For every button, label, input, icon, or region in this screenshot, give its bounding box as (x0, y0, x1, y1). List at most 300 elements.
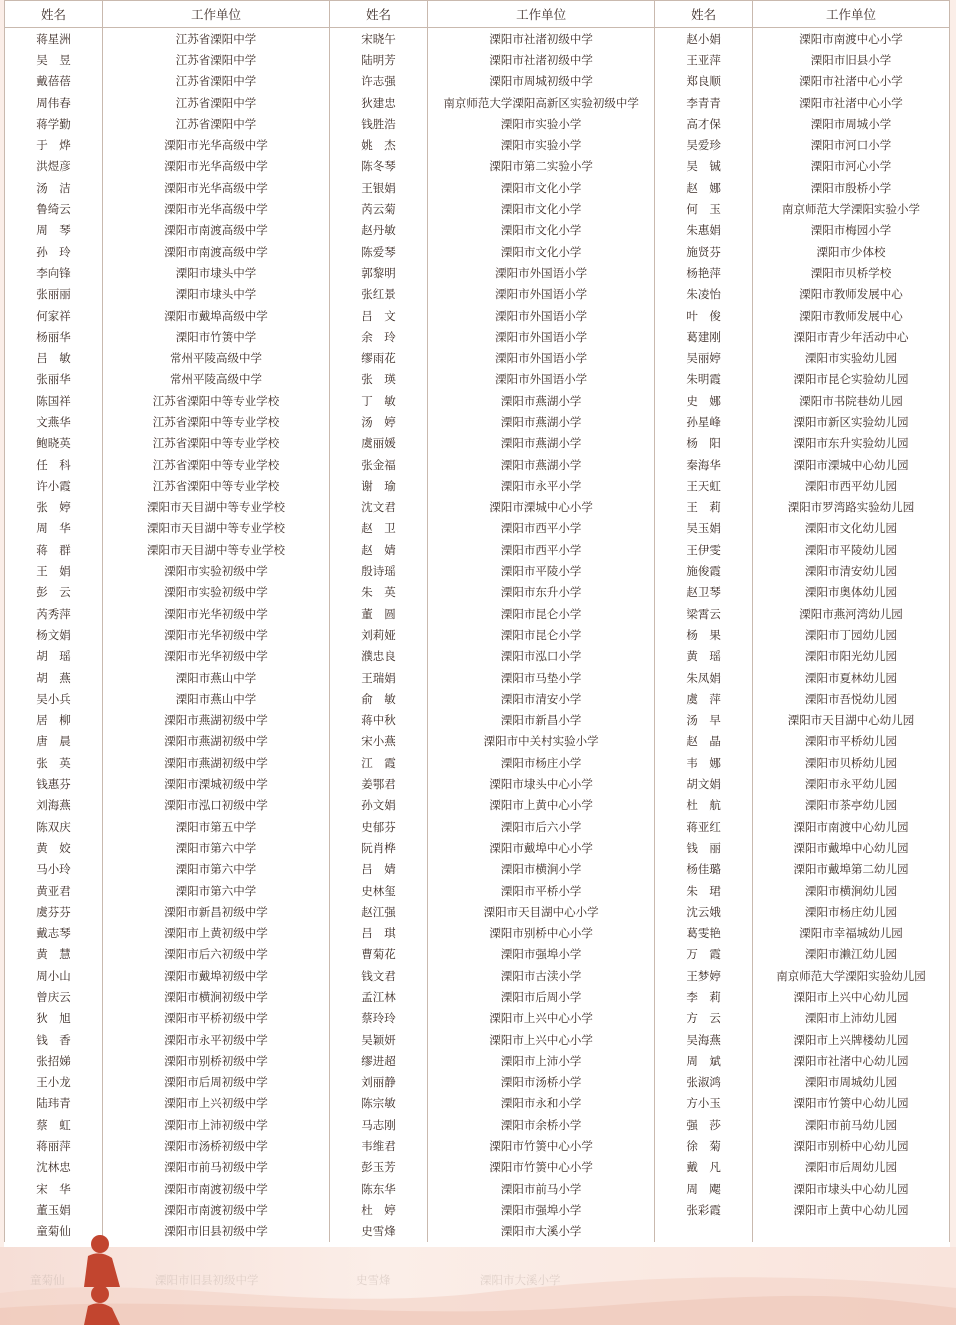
person-name-cell: 张 英 (5, 752, 103, 773)
roster-body (5, 28, 950, 1242)
person-name-cell: 李 莉 (655, 986, 753, 1007)
person-name-cell: 张招娣 (5, 1050, 103, 1071)
table-row (5, 369, 950, 390)
person-name-cell: 钱惠芬 (5, 773, 103, 794)
work-unit-cell: 溧阳市上兴牌楼幼儿园 (753, 1029, 950, 1050)
person-name-cell: 周 华 (5, 518, 103, 539)
person-name-cell: 李青青 (655, 92, 753, 113)
work-unit-cell: 溧阳市西平幼儿园 (753, 475, 950, 496)
person-name-cell: 鲁绮云 (5, 198, 103, 219)
person-name-cell: 史雪烽 (330, 1221, 428, 1242)
person-name-cell: 彭 云 (5, 582, 103, 603)
work-unit-cell: 溧阳市溧城中心小学 (428, 497, 655, 518)
person-name-cell: 吴颖妍 (330, 1029, 428, 1050)
table-row (5, 433, 950, 454)
person-name-cell: 杨佳璐 (655, 859, 753, 880)
person-name-cell: 马志刚 (330, 1114, 428, 1135)
person-name-cell: 韦维君 (330, 1135, 428, 1156)
work-unit-cell: 溧阳市新昌初级中学 (102, 901, 329, 922)
header-row (5, 1, 950, 28)
person-name-cell: 张红景 (330, 284, 428, 305)
table-row (5, 92, 950, 113)
person-name-cell: 史 娜 (655, 390, 753, 411)
person-name-cell: 万 霞 (655, 944, 753, 965)
table-row (5, 262, 950, 283)
person-name-cell: 方 云 (655, 1008, 753, 1029)
table-row (5, 156, 950, 177)
work-unit-cell: 溧阳市外国语小学 (428, 347, 655, 368)
person-name-cell: 周 琴 (5, 220, 103, 241)
person-name-cell: 韦 娜 (655, 752, 753, 773)
table-row (5, 560, 950, 581)
person-name-cell: 戴 凡 (655, 1157, 753, 1178)
work-unit-cell: 溧阳市东升实验幼儿园 (753, 433, 950, 454)
work-unit-cell: 溧阳市马垫小学 (428, 667, 655, 688)
work-unit-cell: 溧阳市戴埠中心幼儿园 (753, 837, 950, 858)
work-unit-cell: 溧阳市前马幼儿园 (753, 1114, 950, 1135)
person-name-cell: 朱凌怡 (655, 284, 753, 305)
work-unit-cell: 溧阳市古渎小学 (428, 965, 655, 986)
person-name-cell: 宋小燕 (330, 731, 428, 752)
person-name-cell: 孙星峰 (655, 411, 753, 432)
person-name-cell: 吴玉娟 (655, 518, 753, 539)
work-unit-cell: 溧阳市第六中学 (102, 837, 329, 858)
table-row (5, 582, 950, 603)
work-unit-cell: 溧阳市东升小学 (428, 582, 655, 603)
person-name-cell: 胡 燕 (5, 667, 103, 688)
person-silhouette-icon (80, 1232, 128, 1287)
person-name-cell: 王瑞娟 (330, 667, 428, 688)
person-name-cell: 汤 婷 (330, 411, 428, 432)
work-unit-cell: 溧阳市别桥中心幼儿园 (753, 1135, 950, 1156)
person-name-cell: 任 科 (5, 454, 103, 475)
person-name-cell: 吴海燕 (655, 1029, 753, 1050)
work-unit-cell: 溧阳市上沛幼儿园 (753, 1008, 950, 1029)
work-unit-cell: 溧阳市竹箦中心幼儿园 (753, 1093, 950, 1114)
work-unit-cell: 江苏省溧阳中等专业学校 (102, 411, 329, 432)
work-unit-cell: 溧阳市南渡高级中学 (102, 241, 329, 262)
table-row (5, 284, 950, 305)
person-name-cell: 濮忠良 (330, 646, 428, 667)
person-name-cell: 何 玉 (655, 198, 753, 219)
work-unit-cell: 溧阳市社渚中心幼儿园 (753, 1050, 950, 1071)
work-unit-cell: 溧阳市戴埠初级中学 (102, 965, 329, 986)
header-name-1: 姓名 (5, 1, 103, 28)
work-unit-cell: 溧阳市周城幼儿园 (753, 1072, 950, 1093)
work-unit-cell: 溧阳市外国语小学 (428, 284, 655, 305)
work-unit-cell: 溧阳市燕河湾幼儿园 (753, 603, 950, 624)
work-unit-cell: 溧阳市少体校 (753, 241, 950, 262)
work-unit-cell: 溧阳市别桥初级中学 (102, 1050, 329, 1071)
work-unit-cell: 溧阳市书院巷幼儿园 (753, 390, 950, 411)
person-name-cell: 宋晓午 (330, 28, 428, 50)
person-name-cell: 赵 卫 (330, 518, 428, 539)
table-row (5, 177, 950, 198)
person-name-cell: 蒋学勤 (5, 113, 103, 134)
work-unit-cell: 溧阳市社渚中心小学 (753, 71, 950, 92)
work-unit-cell: 溧阳市青少年活动中心 (753, 326, 950, 347)
table-row (5, 390, 950, 411)
work-unit-cell: 溧阳市社渚中心小学 (753, 92, 950, 113)
work-unit-cell: 溧阳市上兴中心小学 (428, 1008, 655, 1029)
person-name-cell: 洪煜彦 (5, 156, 103, 177)
person-name-cell: 缪雨花 (330, 347, 428, 368)
work-unit-cell: 溧阳市永平幼儿园 (753, 773, 950, 794)
ghost-unit-2: 溧阳市大溪小学 (480, 1273, 561, 1287)
ghost-name-1: 童菊仙 (30, 1273, 65, 1287)
person-name-cell: 于 烨 (5, 134, 103, 155)
work-unit-cell: 溧阳市上沛小学 (428, 1050, 655, 1071)
work-unit-cell: 溧阳市南渡初级中学 (102, 1199, 329, 1220)
work-unit-cell: 江苏省溧阳中学 (102, 92, 329, 113)
work-unit-cell: 江苏省溧阳中学 (102, 71, 329, 92)
person-name-cell: 蒋 群 (5, 539, 103, 560)
person-name-cell: 吴爱珍 (655, 134, 753, 155)
table-row (5, 1135, 950, 1156)
table-row (5, 475, 950, 496)
person-name-cell: 虞丽媛 (330, 433, 428, 454)
table-row (5, 497, 950, 518)
person-name-cell: 许小霞 (5, 475, 103, 496)
person-name-cell: 杨艳萍 (655, 262, 753, 283)
person-name-cell: 李向锋 (5, 262, 103, 283)
work-unit-cell: 溧阳市燕湖小学 (428, 411, 655, 432)
person-name-cell: 蒋星洲 (5, 28, 103, 50)
work-unit-cell: 溧阳市文化小学 (428, 241, 655, 262)
person-name-cell: 杨 果 (655, 624, 753, 645)
person-name-cell: 张淑鸿 (655, 1072, 753, 1093)
table-row (5, 241, 950, 262)
work-unit-cell: 溧阳市永平小学 (428, 475, 655, 496)
work-unit-cell: 溧阳市天目湖中心小学 (428, 901, 655, 922)
work-unit-cell: 溧阳市外国语小学 (428, 369, 655, 390)
work-unit-cell: 溧阳市上沛初级中学 (102, 1114, 329, 1135)
person-name-cell: 葛雯艳 (655, 922, 753, 943)
person-name-cell: 黄 慧 (5, 944, 103, 965)
table-row (5, 305, 950, 326)
work-unit-cell: 溧阳市燕湖小学 (428, 454, 655, 475)
person-name-cell: 史郁芬 (330, 816, 428, 837)
work-unit-cell: 溧阳市余桥小学 (428, 1114, 655, 1135)
work-unit-cell: 溧阳市中关村实验小学 (428, 731, 655, 752)
person-name-cell: 汤 洁 (5, 177, 103, 198)
work-unit-cell: 溧阳市实验小学 (428, 113, 655, 134)
table-row (5, 28, 950, 50)
person-name-cell: 鲍晓英 (5, 433, 103, 454)
header-name-3: 姓名 (655, 1, 753, 28)
person-name-cell: 郑良顺 (655, 71, 753, 92)
table-row (5, 986, 950, 1007)
work-unit-cell: 溧阳市戴埠中心小学 (428, 837, 655, 858)
work-unit-cell: 溧阳市光华初级中学 (102, 646, 329, 667)
person-name-cell: 黄 姣 (5, 837, 103, 858)
work-unit-cell: 溧阳市平桥小学 (428, 880, 655, 901)
table-row (5, 603, 950, 624)
person-name-cell: 葛建刚 (655, 326, 753, 347)
person-name-cell: 周 飔 (655, 1178, 753, 1199)
person-name-cell: 强 莎 (655, 1114, 753, 1135)
table-row (5, 49, 950, 70)
person-name-cell: 赵 晶 (655, 731, 753, 752)
person-name-cell: 马小玲 (5, 859, 103, 880)
work-unit-cell: 溧阳市实验初级中学 (102, 582, 329, 603)
work-unit-cell: 溧阳市吾悦幼儿园 (753, 688, 950, 709)
work-unit-cell: 溧阳市昆仑小学 (428, 624, 655, 645)
header-unit-1: 工作单位 (102, 1, 329, 28)
person-name-cell: 蒋亚红 (655, 816, 753, 837)
work-unit-cell: 溧阳市光华高级中学 (102, 177, 329, 198)
person-name-cell: 蒋中秋 (330, 710, 428, 731)
table-row (5, 539, 950, 560)
person-name-cell: 殷诗瑶 (330, 560, 428, 581)
table-row (5, 667, 950, 688)
work-unit-cell: 溧阳市埭头中心小学 (428, 773, 655, 794)
person-name-cell: 黄 瑶 (655, 646, 753, 667)
work-unit-cell: 溧阳市泓口初级中学 (102, 795, 329, 816)
ghost-unit-1: 溧阳市旧县初级中学 (155, 1273, 259, 1287)
person-name-cell: 张金福 (330, 454, 428, 475)
person-name-cell: 赵小娟 (655, 28, 753, 50)
person-name-cell: 施俊霞 (655, 560, 753, 581)
work-unit-cell: 溧阳市燕湖初级中学 (102, 752, 329, 773)
person-name-cell: 孟江林 (330, 986, 428, 1007)
person-name-cell: 胡文娟 (655, 773, 753, 794)
work-unit-cell: 溧阳市燕湖初级中学 (102, 731, 329, 752)
work-unit-cell: 江苏省溧阳中等专业学校 (102, 433, 329, 454)
table-row (5, 837, 950, 858)
work-unit-cell: 溧阳市实验幼儿园 (753, 347, 950, 368)
person-name-cell: 陈东华 (330, 1178, 428, 1199)
work-unit-cell: 溧阳市昆仑实验幼儿园 (753, 369, 950, 390)
person-name-cell: 陈宗敏 (330, 1093, 428, 1114)
work-unit-cell: 溧阳市濑江幼儿园 (753, 944, 950, 965)
person-name-cell: 俞 敏 (330, 688, 428, 709)
table-row (5, 1008, 950, 1029)
table-row (5, 624, 950, 645)
person-silhouette-reflection-icon (80, 1282, 128, 1325)
work-unit-cell: 溧阳市上兴中心幼儿园 (753, 986, 950, 1007)
person-name-cell: 史林玺 (330, 880, 428, 901)
person-name-cell: 沈文君 (330, 497, 428, 518)
person-name-cell: 叶 俊 (655, 305, 753, 326)
person-name-cell: 秦海华 (655, 454, 753, 475)
ghost-name-2: 史雪烽 (356, 1273, 391, 1287)
person-name-cell: 蔡玲玲 (330, 1008, 428, 1029)
work-unit-cell: 溧阳市后周初级中学 (102, 1072, 329, 1093)
table-row (5, 880, 950, 901)
person-name-cell: 张彩霞 (655, 1199, 753, 1220)
table-row (5, 1157, 950, 1178)
work-unit-cell: 江苏省溧阳中学 (102, 113, 329, 134)
person-name-cell: 徐 菊 (655, 1135, 753, 1156)
work-unit-cell: 南京师范大学溧阳实验幼儿园 (753, 965, 950, 986)
person-name-cell: 童菊仙 (5, 1221, 103, 1242)
person-name-cell: 董玉娟 (5, 1199, 103, 1220)
work-unit-cell: 溧阳市天目湖中等专业学校 (102, 518, 329, 539)
table-row (5, 773, 950, 794)
work-unit-cell: 溧阳市永平初级中学 (102, 1029, 329, 1050)
person-name-cell: 王 莉 (655, 497, 753, 518)
person-name-cell: 蔡 虹 (5, 1114, 103, 1135)
work-unit-cell: 溧阳市后六小学 (428, 816, 655, 837)
work-unit-cell: 溧阳市实验小学 (428, 134, 655, 155)
work-unit-cell: 溧阳市大溪小学 (428, 1221, 655, 1242)
person-name-cell: 陈爱琴 (330, 241, 428, 262)
person-name-cell: 方小玉 (655, 1093, 753, 1114)
person-name-cell: 吕 敏 (5, 347, 103, 368)
person-name-cell: 胡 瑶 (5, 646, 103, 667)
work-unit-cell: 溧阳市幸福城幼儿园 (753, 922, 950, 943)
work-unit-cell: 溧阳市西平小学 (428, 518, 655, 539)
person-name-cell: 孙文娟 (330, 795, 428, 816)
person-name-cell: 陈国祥 (5, 390, 103, 411)
work-unit-cell: 溧阳市第六中学 (102, 880, 329, 901)
work-unit-cell: 溧阳市天目湖中等专业学校 (102, 539, 329, 560)
work-unit-cell: 溧阳市溧城中心幼儿园 (753, 454, 950, 475)
work-unit-cell: 溧阳市实验初级中学 (102, 560, 329, 581)
person-name-cell: 姚 杰 (330, 134, 428, 155)
person-name-cell: 张 瑛 (330, 369, 428, 390)
person-name-cell: 钱文君 (330, 965, 428, 986)
work-unit-cell: 溧阳市杨庄幼儿园 (753, 901, 950, 922)
work-unit-cell: 溧阳市清安小学 (428, 688, 655, 709)
work-unit-cell: 溧阳市汤桥初级中学 (102, 1135, 329, 1156)
person-name-cell: 彭玉芳 (330, 1157, 428, 1178)
person-name-cell: 朱明霞 (655, 369, 753, 390)
person-name-cell: 缪进超 (330, 1050, 428, 1071)
work-unit-cell: 溧阳市社渚初级中学 (428, 28, 655, 50)
work-unit-cell (753, 1221, 950, 1242)
table-row (5, 795, 950, 816)
table-row (5, 816, 950, 837)
work-unit-cell: 溧阳市上兴初级中学 (102, 1093, 329, 1114)
work-unit-cell: 溧阳市南渡中心小学 (753, 28, 950, 50)
person-name-cell: 芮秀萍 (5, 603, 103, 624)
person-name-cell: 张 婷 (5, 497, 103, 518)
person-name-cell: 唐 晨 (5, 731, 103, 752)
person-name-cell: 孙 玲 (5, 241, 103, 262)
work-unit-cell: 溧阳市平陵幼儿园 (753, 539, 950, 560)
work-unit-cell: 溧阳市戴埠第二幼儿园 (753, 859, 950, 880)
person-name-cell: 王梦婷 (655, 965, 753, 986)
person-name-cell: 丁 敏 (330, 390, 428, 411)
person-name-cell: 周伟春 (5, 92, 103, 113)
work-unit-cell: 溧阳市强埠小学 (428, 944, 655, 965)
work-unit-cell: 溧阳市前马小学 (428, 1178, 655, 1199)
table-row (5, 347, 950, 368)
table-row (5, 965, 950, 986)
work-unit-cell: 江苏省溧阳中等专业学校 (102, 475, 329, 496)
person-name-cell: 吴小兵 (5, 688, 103, 709)
roster-table (4, 0, 950, 1242)
work-unit-cell: 溧阳市横涧小学 (428, 859, 655, 880)
person-name-cell: 狄 旭 (5, 1008, 103, 1029)
work-unit-cell: 溧阳市社渚初级中学 (428, 49, 655, 70)
table-row (5, 646, 950, 667)
work-unit-cell: 溧阳市旧县小学 (753, 49, 950, 70)
person-name-cell: 虞 萍 (655, 688, 753, 709)
work-unit-cell: 溧阳市泓口小学 (428, 646, 655, 667)
person-name-cell: 王小龙 (5, 1072, 103, 1093)
roster-sheet (4, 0, 950, 1247)
work-unit-cell: 溧阳市南渡初级中学 (102, 1178, 329, 1199)
person-name-cell: 吴丽婷 (655, 347, 753, 368)
work-unit-cell: 溧阳市光华初级中学 (102, 603, 329, 624)
person-name-cell: 董 圆 (330, 603, 428, 624)
work-unit-cell: 常州平陵高级中学 (102, 369, 329, 390)
table-row (5, 1050, 950, 1071)
person-name-cell: 蒋丽萍 (5, 1135, 103, 1156)
table-row (5, 220, 950, 241)
person-name-cell: 王天虹 (655, 475, 753, 496)
work-unit-cell: 溧阳市阳光幼儿园 (753, 646, 950, 667)
person-name-cell: 曾庆云 (5, 986, 103, 1007)
work-unit-cell: 溧阳市罗湾路实验幼儿园 (753, 497, 950, 518)
work-unit-cell: 江苏省溧阳中学 (102, 49, 329, 70)
person-name-cell: 宋 华 (5, 1178, 103, 1199)
person-name-cell: 陆明芳 (330, 49, 428, 70)
work-unit-cell: 溧阳市天目湖中等专业学校 (102, 497, 329, 518)
work-unit-cell: 江苏省溧阳中等专业学校 (102, 454, 329, 475)
work-unit-cell: 南京师范大学溧阳高新区实验初级中学 (428, 92, 655, 113)
table-row (5, 518, 950, 539)
person-name-cell: 文燕华 (5, 411, 103, 432)
person-name-cell: 周小山 (5, 965, 103, 986)
work-unit-cell: 溧阳市外国语小学 (428, 326, 655, 347)
work-unit-cell: 溧阳市上黄中心小学 (428, 795, 655, 816)
person-name-cell: 施贤芬 (655, 241, 753, 262)
person-name-cell: 江 霞 (330, 752, 428, 773)
work-unit-cell: 溧阳市竹箦中学 (102, 326, 329, 347)
work-unit-cell: 溧阳市杨庄小学 (428, 752, 655, 773)
person-name-cell: 刘莉娅 (330, 624, 428, 645)
header-unit-2: 工作单位 (428, 1, 655, 28)
person-name-cell: 吴 昱 (5, 49, 103, 70)
person-name-cell: 姜鄂君 (330, 773, 428, 794)
work-unit-cell: 溧阳市埭头中学 (102, 262, 329, 283)
work-unit-cell: 溧阳市强埠小学 (428, 1199, 655, 1220)
person-name-cell: 汤 早 (655, 710, 753, 731)
work-unit-cell: 溧阳市南渡中心幼儿园 (753, 816, 950, 837)
work-unit-cell: 溧阳市平桥幼儿园 (753, 731, 950, 752)
person-name-cell: 钱 丽 (655, 837, 753, 858)
person-name-cell: 朱惠娟 (655, 220, 753, 241)
work-unit-cell: 溧阳市外国语小学 (428, 262, 655, 283)
person-name-cell: 赵卫琴 (655, 582, 753, 603)
work-unit-cell: 溧阳市梅园小学 (753, 220, 950, 241)
work-unit-cell: 溧阳市西平小学 (428, 539, 655, 560)
person-name-cell: 陆玮青 (5, 1093, 103, 1114)
person-name-cell: 曹菊花 (330, 944, 428, 965)
person-name-cell: 钱 香 (5, 1029, 103, 1050)
work-unit-cell: 溧阳市教师发展中心 (753, 284, 950, 305)
person-name-cell: 周 斌 (655, 1050, 753, 1071)
work-unit-cell: 溧阳市第二实验小学 (428, 156, 655, 177)
table-row (5, 731, 950, 752)
person-name-cell: 朱 英 (330, 582, 428, 603)
person-name-cell: 杨文娟 (5, 624, 103, 645)
person-name-cell: 谢 瑜 (330, 475, 428, 496)
person-name-cell: 居 柳 (5, 710, 103, 731)
work-unit-cell: 溧阳市横涧幼儿园 (753, 880, 950, 901)
work-unit-cell: 溧阳市贝桥学校 (753, 262, 950, 283)
person-name-cell: 刘海燕 (5, 795, 103, 816)
work-unit-cell: 溧阳市燕山中学 (102, 688, 329, 709)
person-name-cell: 朱凤娟 (655, 667, 753, 688)
work-unit-cell: 常州平陵高级中学 (102, 347, 329, 368)
work-unit-cell: 溧阳市戴埠高级中学 (102, 305, 329, 326)
work-unit-cell: 溧阳市外国语小学 (428, 305, 655, 326)
